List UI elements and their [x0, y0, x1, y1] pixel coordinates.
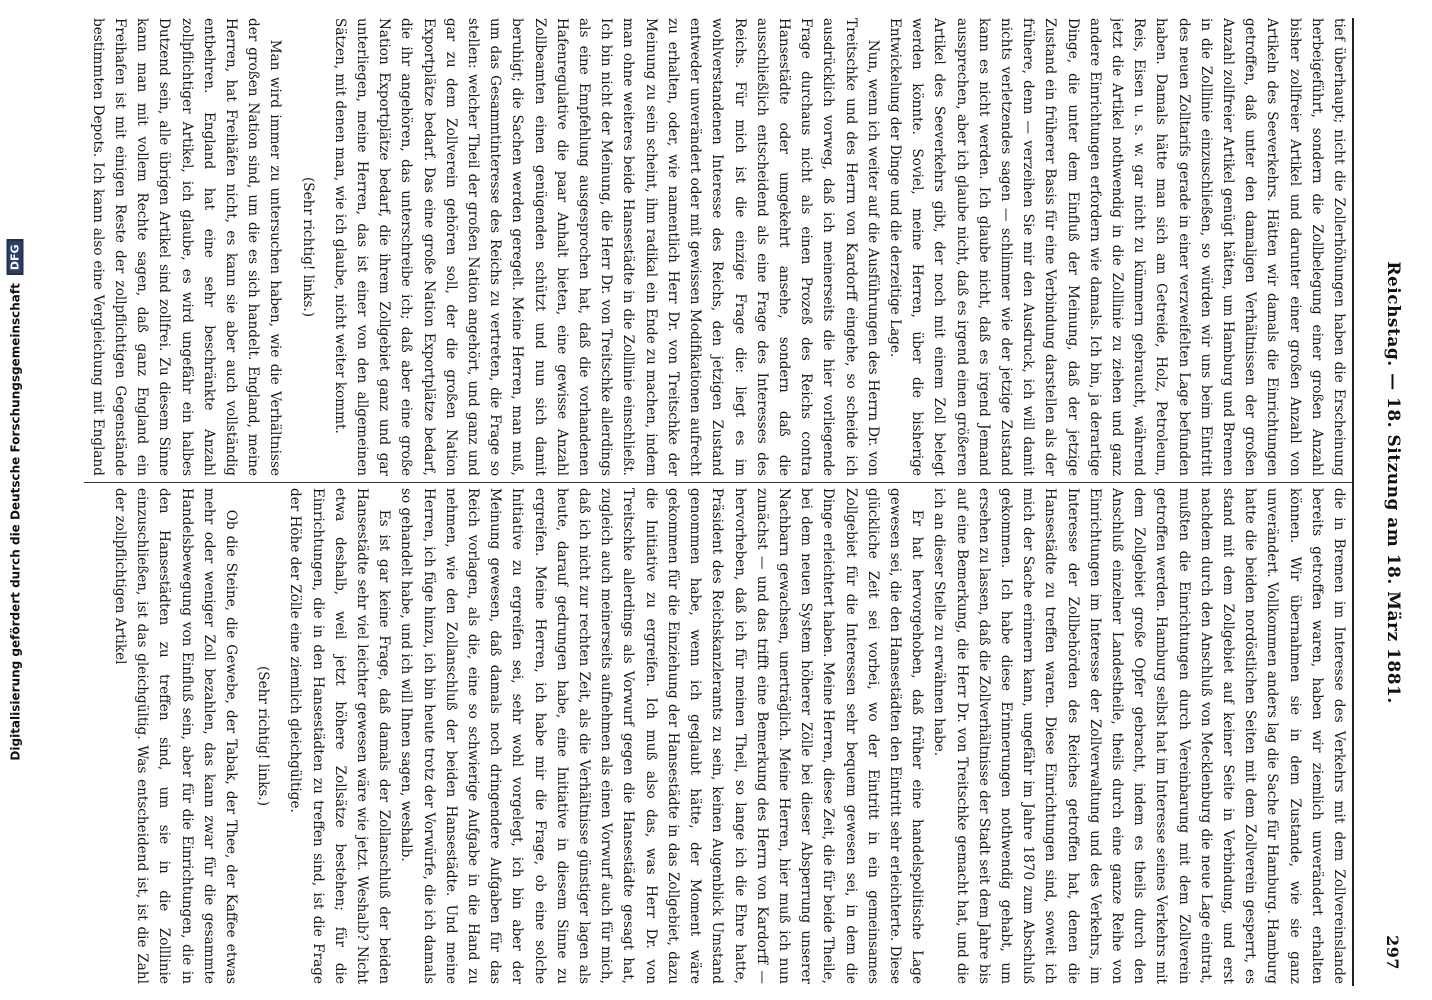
page-title: Reichstag. — 18. Sitzung am 18. März 1881.: [1383, 261, 1403, 704]
applause-note: (Sehr richtig! links.): [299, 176, 316, 318]
paragraph: Man wird immer zu untersuchen haben, wie die Verhältnisse der großen Nation sind, um die es sich handelt. England, meine Herren, hat Freihäfen nicht, es kann sie aber auch vollständig entbehren. England hat eine sehr beschränkte Anzahl zollpflichtiger Artikel, ich glaube, es wird ungefähr ein halbes Dutzend sein, alle übrigen Artikel sind zollfrei. Zu diesem Sinne kann man mit vollem Rechte sagen, daß ganz England ein Freihafen ist mit einigen Reste der zollpflichtigen Gegenstände bestimmten Depots. Ich kann also eine Vergleichung mit England: [89, 18, 284, 476]
paragraph: die in Bremen im Interesse des Verkehrs mit dem Zollvereinslande bereits getroffen waren, haben wir ziemlich unverändert erhalten können. Wir übernahmen sie in dem Zustande, wie sie ganz unverändert. Vollkommen anders lag die Sache für Hamburg. Hamburg hatte die beiden nordöstlichen Seiten mit dem Zollverein gesperrt, es stand mit dem Zollgebiet auf keiner Seite in Verbindung, und erst nachdem durch den Anschluß von Mecklenburg die neue Lage eintrat, mußten die Einrichtungen durch Vereinbarung mit dem Zollverein getroffen werden. Hamburg selbst hat im Interesse seines Verkehrs mit dem Zollgebiet große Opfer gebracht, indem es theils durch den Anschluß einzelner Landestheile, theils durch eine ganze Reihe von Einrichtungen im Interesse der Zollverwaltung und des Verkehrs, im Interesse der Zollbehörden des Reiches getroffen hat, denen die Hansestädte zu treffen waren. Diese Einrichtungen sind, soweit ich mich der Sache erinnern kann, ungefähr im Jahre 1870 zum Abschluß gekommen. Ich habe diese Erinnerungen nothwendig gehabt, um ersehen zu lassen, daß die Zollverhältnisse der Stadt seit dem Jahre bis auf eine Bemerkung, die Herr Dr. von Treitschke gemacht hat, und die ich an dieser Stelle zu erwähnen habe.: [931, 488, 1347, 984]
paragraph: tief überhaupt; nicht die Zollerhöhungen haben die Erscheinung herbeigeführt, sondern die Zollbelegung einer großen Anzahl bisher zollfreier Artikel und darunter einer großen Anzahl von Artikeln des Seeverkehrs. Hätten wir damals die Einrichtungen getroffen, daß unter den damaligen Verhältnissen der großen Anzahl zollfreier Artikel genügt hätten, um Hamburg und Bremen in die Zolllinie einzuschließen, so würden wir uns beim Eintritt des neuen Zolltarifs gerade in einer verzweifelten Lage befunden haben. Damals hätte man sich am Getreide, Holz, Petroleum, Reis, Eisen u. s. w. gar nicht zu kümmern gebraucht, während jetzt die Artikel nothwendig in die Zolllinie zu ziehen und ganz andere Einrichtungen erfordern wie damals. Ich bin, ja derartige Dinge, die unter dem Einfluß der Meinung, daß der jetzige Zustand ein früherer Basis für eine Verbindung darstellen als der frühere, denn — verzeihen Sie mir den Ausdruck, ich will damit nichts verletzendes sagen — schlimmer wie der jetzige Zustand kann es nicht werden. Ich glaube nicht, daß es irgend Jemand aussprechen, aber ich glaube nicht, daß es irgend einen größeren Artikel des Seeverkehrs gibt, der noch mit einem Zoll belegt werden könnte. Soviel, meine Herren, über die bisherige Entwickelung der Dinge und die derzeitige Lage.: [886, 18, 1347, 476]
text-column-upper: [88, 18, 1350, 476]
dfg-logo-icon: DFG: [7, 239, 24, 275]
page-header: [1358, 0, 1428, 1000]
page-number: 297: [1383, 935, 1403, 970]
column-divider: [84, 482, 1352, 483]
credit-text: Digitalisierung gefördert durch die Deutsche Forschungsgemeinschaft: [8, 283, 22, 761]
paragraph: Es ist gar keine Frage, daß damals der Zollanschluß der beiden Hansestädte sehr viel leichter gewesen wäre wie jetzt. Weshalb? Nicht etwa deshalb, weil jetzt höhere Zollsätze bestehen; für die Einrichtungen, die in den Hansestädten zu treffen sind, ist die Frage der Höhe der Zölle eine ziemlich gleichgültige.: [287, 488, 393, 984]
header-rule: [1352, 18, 1354, 986]
applause-note: (Sehr richtig! links.): [255, 665, 272, 807]
paragraph: Nun, wenn ich weiter auf die Ausführungen des Herrn Dr. von Treitschke und des Herrn von Kardorff eingehe, so scheide ich ausdrücklich vorweg, daß ich meinerseits die hier vorliegende Frage durchaus nicht als einen Prozeß des Reichs contra Hansestädte oder umgekehrt ansehe, sondern daß die ausschließlich entscheidend als eine Frage des Interesses des Reichs. Für mich ist die einzige Frage die: liegt es im wohlverstandenen Interesse des Reichs, den jetzigen Zustand entweder unverändert oder mit gewissen Modifikationen aufrecht zu erhalten, oder, wie namentlich Herr Dr. von Treitschke der Meinung zu sein scheint, ihm radikal ein Ende zu machen, indem man ohne weiteres beide Hansestädte in die Zolllinie einschließt. Ich bin nicht der Meinung, die Herr Dr. von Treitschke allerdings als eine Empfehlung ausgesprochen hat, daß die vorhandenen Hafenregulative die paar Anhalt bieten, eine gewisse Anzahl Zollbeamten einen genügenden schützt und nun sich damit beruhigt; die Sachen werden geregelt. Meine Herren, man muß, um das Gesammtinteresse des Reichs zu vertreten, die Frage so stellen: welcher Theil der großen Nation angehört, und ganz und gar zu dem Zollverein gehören soll, der die großen Nation Exportplätze bedarf. Das eine große Nation Exportplätze bedarf, die ihr angehören, das unterschreibe ich; daß aber eine große Nation Exportplätze bedarf, die ihrem Zollgebiet ganz und gar unterliegen, meine Herren, das ist einer von den allgemeinen Sätzen, mit denen man, wie ich glaube, nicht weiter kommt.: [331, 18, 881, 476]
text-column-lower: [88, 488, 1350, 984]
digitization-credit: [0, 0, 30, 1000]
paragraph: Ob die Steine, die Gewebe, der Tabak, der Thee, der Kaffee etwas mehr oder weniger Zoll bezahlen, das kann zwar für die gesammte Handelsbewegung von Einfluß sein, aber für die Einrichtungen, die in den Hansestädten zu treffen sind, um sie in die Zolllinie einzuschließen, ist das gleichgültig. Was entscheidend ist, ist die Zahl der zollpflichtigen Artikel: [112, 488, 240, 984]
paragraph: Er hat hervorgehoben, daß früher eine handelspolitische Lage gewesen sei, die den Hansestädten den Eintritt sehr erleichterte. Diese glückliche Zeit sei vorbei, wo der Eintritt in ein gemeinsames Zollgebiet für die Interessen sehr bequem gewesen sei, in dem die Dinge erleichtert haben. Meine Herren, diese Zeit, die für beide Theile, bei dem neuen System höherer Zölle bei dieser Absperrung unserer Nachbarn gewachsen, unerträglich. Meine Herren, hier muß ich nun zunächst — und das trifft eine Bemerkung des Herrn von Kardorff — hervorheben, daß ich für meinen Theil, so lange ich die Ehre hatte, Präsident des Reichskanzleramts zu sein, keinen Augenblick Umstand genommen habe, wenn ich geglaubt hätte, der Moment wäre gekommen für die Einziehung der Hansestädte in das Zollgebiet, dazu die Initiative zu ergreifen. Ich muß also das, was Herr Dr. von Treitschke allerdings als Vorwurf gegen die Hansestädte gesagt hat, zugleich auch meinerseits aufnehmen als einen Vorwurf auch für mich, daß ich nicht zur rechten Zeit, als die Verhältnisse günstiger lagen als heute, darauf gedrungen habe, eine Initiative in diesem Sinne zu ergreifen. Meine Herren, ich habe mir die Frage, ob eine solche Initiative zu ergreifen sei, sehr wohl vorgelegt, ich bin aber der Meinung gewesen, daß damals noch dringendere Aufgaben für das Reich vorlagen, als die, eine so schwierige Aufgabe in die Hand zu nehmen, wie den Zollanschluß der beiden Hansestädte. Und meine Herren, ich füge hinzu, ich bin heute trotz der Vorwürfe, die ich damals so gehandelt habe, und ich will Ihnen sagen, weshalb.: [398, 488, 926, 984]
